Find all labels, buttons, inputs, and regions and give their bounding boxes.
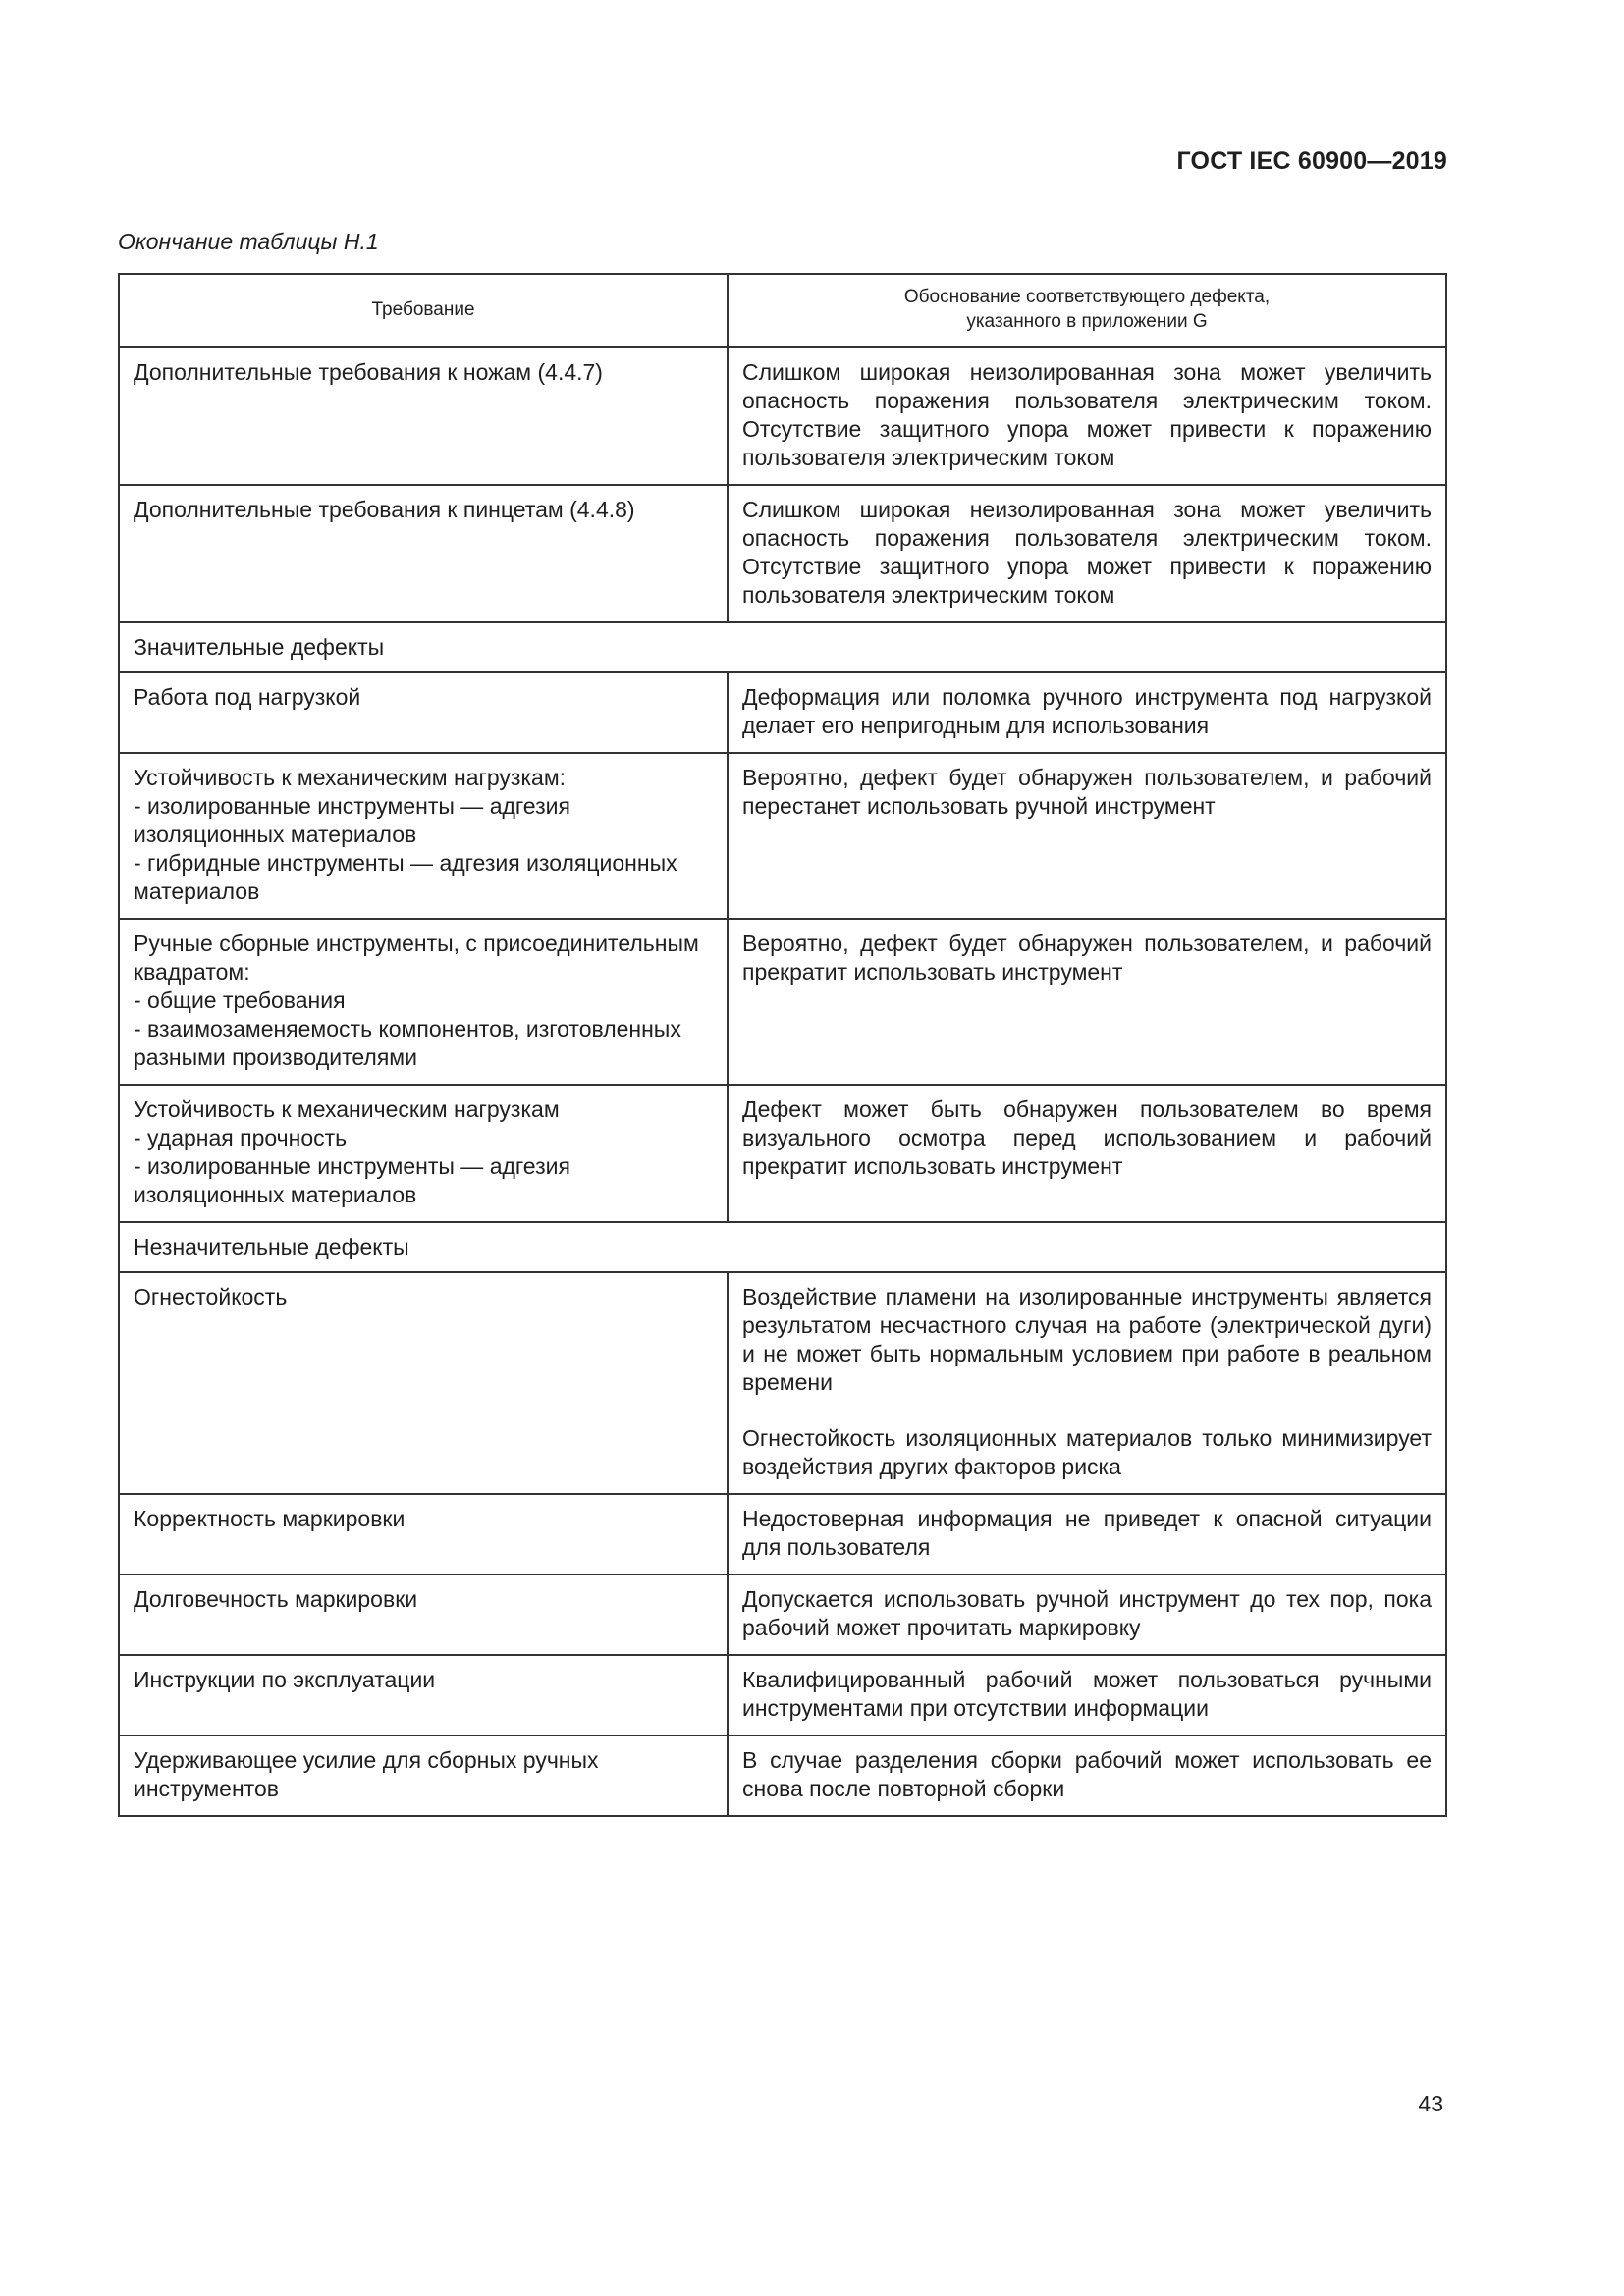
document-id: ГОСТ IEC 60900—2019 (1176, 147, 1447, 175)
requirement-cell: Удерживающее усилие для сборных ручных инструментов (119, 1735, 728, 1816)
section-row-major (119, 622, 1446, 672)
table-row (119, 347, 1446, 486)
justification-cell: Квалифицированный рабочий может пользоваться ручными инструментами при отсутствии информации (728, 1655, 1446, 1735)
justification-cell: В случае разделения сборки рабочий может использовать ее снова после повторной сборки (728, 1735, 1446, 1816)
section-row-minor (119, 1222, 1446, 1272)
justification-cell: Слишком широкая неизолированная зона может увеличить опасность поражения пользователя электрическим током. Отсутствие защитного упора может привести к поражению пользователя электрическим током (728, 485, 1446, 622)
justification-cell: Недостоверная информация не приведет к опасной ситуации для пользователя (728, 1494, 1446, 1575)
requirement-line: - гибридные инструменты — адгезия изоляционных материалов (134, 850, 677, 904)
table-row (119, 485, 1446, 622)
justification-cell: Дефект может быть обнаружен пользователем во время визуального осмотра перед использованием и рабочий прекратит использовать инструмент (728, 1085, 1446, 1222)
table-row (119, 1085, 1446, 1222)
column-header-justification (728, 274, 1446, 347)
justification-paragraph: Огнестойкость изоляционных материалов только минимизирует воздействия других факторов риска (742, 1425, 1432, 1479)
table-row (119, 753, 1446, 919)
justification-paragraph: Воздействие пламени на изолированные инструменты является результатом несчастного случая на работе (электрической дуги) и не может быть нормальным условием при работе в реальном времени (742, 1284, 1432, 1395)
table-row (119, 919, 1446, 1085)
requirement-cell: Огнестойкость (119, 1272, 728, 1494)
section-title-minor: Незначительные дефекты (119, 1222, 1446, 1272)
table-row (119, 1272, 1446, 1494)
justification-cell: Вероятно, дефект будет обнаружен пользователем, и рабочий прекратит использовать инструмент (728, 919, 1446, 1085)
table-row (119, 1655, 1446, 1735)
requirement-line: Устойчивость к механическим нагрузкам (134, 1096, 560, 1122)
requirement-cell: Корректность маркировки (119, 1494, 728, 1575)
requirement-line: - ударная прочность (134, 1125, 348, 1150)
justification-cell: Вероятно, дефект будет обнаружен пользователем, и рабочий перестанет использовать ручной инструмент (728, 753, 1446, 919)
column-header-requirement: Требование (119, 274, 728, 347)
justification-cell: Деформация или поломка ручного инструмента под нагрузкой делает его непригодным для использования (728, 672, 1446, 753)
justification-cell (728, 1272, 1446, 1494)
requirement-cell: Инструкции по эксплуатации (119, 1655, 728, 1735)
table-row (119, 672, 1446, 753)
requirement-cell: Работа под нагрузкой (119, 672, 728, 753)
requirement-line: Устойчивость к механическим нагрузкам: (134, 765, 567, 790)
requirement-line: Ручные сборные инструменты, с присоединительным квадратом: (134, 931, 699, 985)
requirement-cell: Дополнительные требования к ножам (4.4.7) (119, 347, 728, 486)
column-header-justification-line2: указанного в приложении G (966, 311, 1208, 332)
requirement-cell: Дополнительные требования к пинцетам (4.4.8) (119, 485, 728, 622)
requirement-line: - взаимозаменяемость компонентов, изготовленных разными производителями (134, 1016, 681, 1070)
table-caption: Окончание таблицы Н.1 (118, 229, 379, 254)
table-header-row (119, 274, 1446, 347)
section-title-major: Значительные дефекты (119, 622, 1446, 672)
table-row (119, 1494, 1446, 1575)
requirement-cell (119, 1085, 728, 1222)
defects-table (118, 273, 1447, 1817)
table-row (119, 1575, 1446, 1655)
justification-cell: Слишком широкая неизолированная зона может увеличить опасность поражения пользователя электрическим током. Отсутствие защитного упора может привести к поражению пользователя электрическим током (728, 347, 1446, 486)
requirement-cell: Долговечность маркировки (119, 1575, 728, 1655)
requirement-line: - изолированные инструменты — адгезия изоляционных материалов (134, 1153, 570, 1207)
requirement-line: - изолированные инструменты — адгезия изоляционных материалов (134, 793, 570, 847)
justification-cell: Допускается использовать ручной инструмент до тех пор, пока рабочий может прочитать маркировку (728, 1575, 1446, 1655)
column-header-justification-line1: Обоснование соответствующего дефекта, (903, 287, 1271, 307)
requirement-line: - общие требования (134, 988, 346, 1013)
requirement-cell (119, 919, 728, 1085)
requirement-cell (119, 753, 728, 919)
table-row (119, 1735, 1446, 1816)
page-number: 43 (1418, 2091, 1443, 2116)
